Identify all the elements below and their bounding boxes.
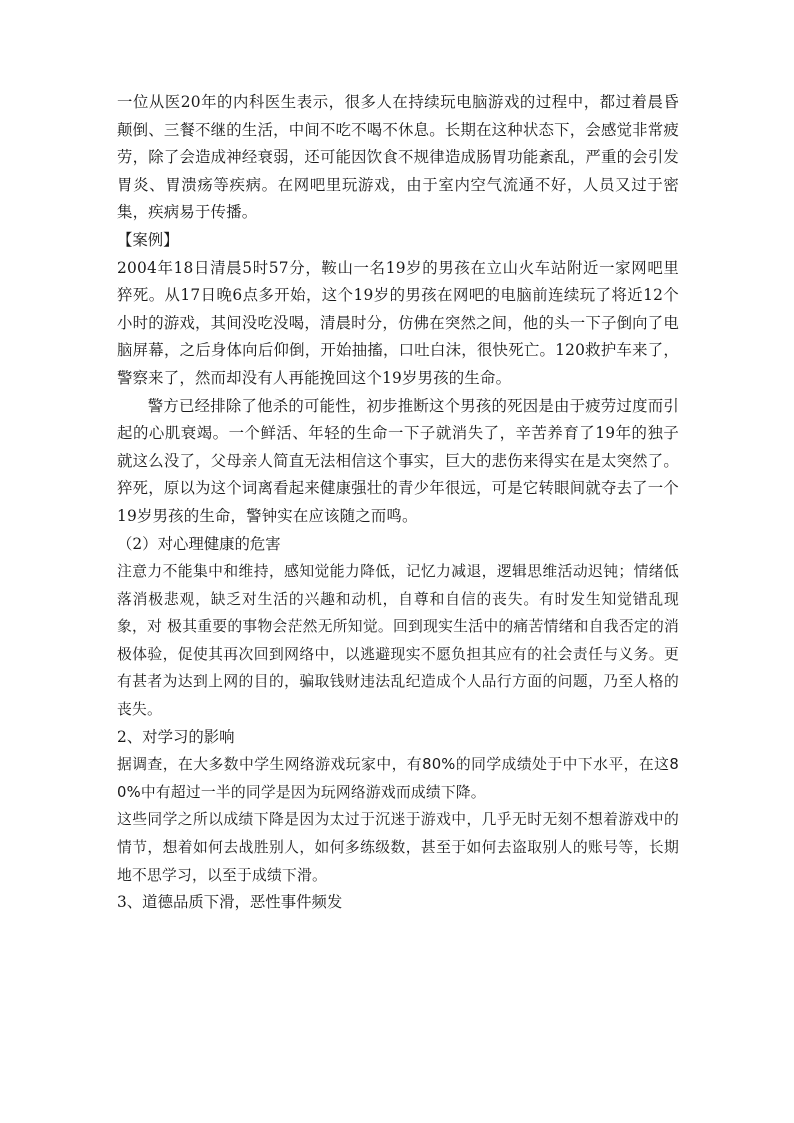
case-heading: 【案例】 (117, 230, 179, 249)
section-heading-morality: 3、道德品质下滑，恶性事件频发 (117, 893, 343, 912)
section-heading-mental-health: （2）对心理健康的危害 (117, 534, 281, 553)
case-paragraph-police: 警方已经排除了他杀的可能性，初步推断这个男孩的死因是由于疲劳过度而引起的心肌衰竭。一个鲜活、年轻的生命一下子就消失了，辛苦养育了19年的独子就这么没了，父母亲人简直无法相信这个事实，巨大的悲伤来得实在是太突然了。猝死，原以为这个词离看起来健康强壮的青少年很远，可是它转眼间就夺去了一个19岁男孩的生命，警钟实在应该随之而鸣。 (117, 396, 679, 525)
body-paragraph-grades: 这些同学之所以成绩下降是因为太过于沉迷于游戏中，几乎无时无刻不想着游戏中的情节，想着如何去战胜别人，如何多练级数，甚至于如何去盗取别人的账号等，长期地不思学习，以至于成绩下滑。 (117, 811, 679, 884)
section-heading-study: 2、对学习的影响 (117, 727, 235, 746)
body-paragraph-survey: 据调查，在大多数中学生网络游戏玩家中，有80%的同学成绩处于中下水平，在这80%中有超过一半的同学是因为玩网络游戏而成绩下降。 (117, 756, 679, 801)
case-paragraph-incident: 2004年18日清晨5时57分，鞍山一名19岁的男孩在立山火车站附近一家网吧里猝死。从17日晚6点多开始，这个19岁的男孩在网吧的电脑前连续玩了将近12个小时的游戏，其间没吃没喝，清晨时分，仿佛在突然之间，他的头一下子倒向了电脑屏幕，之后身体向后仰倒，开始抽搐，口吐白沫，很快死亡。120救护车来了，警察来了，然而却没有人再能挽回这个19岁男孩的生命。 (117, 258, 679, 387)
body-paragraph-health: 一位从医20年的内科医生表示，很多人在持续玩电脑游戏的过程中，都过着晨昏颠倒、三餐不继的生活，中间不吃不喝不休息。长期在这种状态下，会感觉非常疲劳，除了会造成神经衰弱，还可能因饮食不规律造成肠胃功能紊乱，严重的会引发胃炎、胃溃疡等疾病。在网吧里玩游戏，由于室内空气流通不好，人员又过于密集，疾病易于传播。 (117, 93, 679, 222)
document-page (117, 89, 679, 917)
body-paragraph-mental-health: 注意力不能集中和维持，感知觉能力降低，记忆力减退，逻辑思维活动迟钝；情绪低落消极悲观，缺乏对生活的兴趣和动机，自尊和自信的丧失。有时发生知觉错乱现象，对 极其重要的事物会茫然无所知觉。回到现实生活中的痛苦情绪和自我否定的消极体验，促使其再次回到网络中，以逃避现实不愿负担其应有的社会责任与义务。更有甚者为达到上网的目的，骗取钱财违法乱纪造成个人品行方面的问题，乃至人格的丧失。 (117, 563, 679, 719)
